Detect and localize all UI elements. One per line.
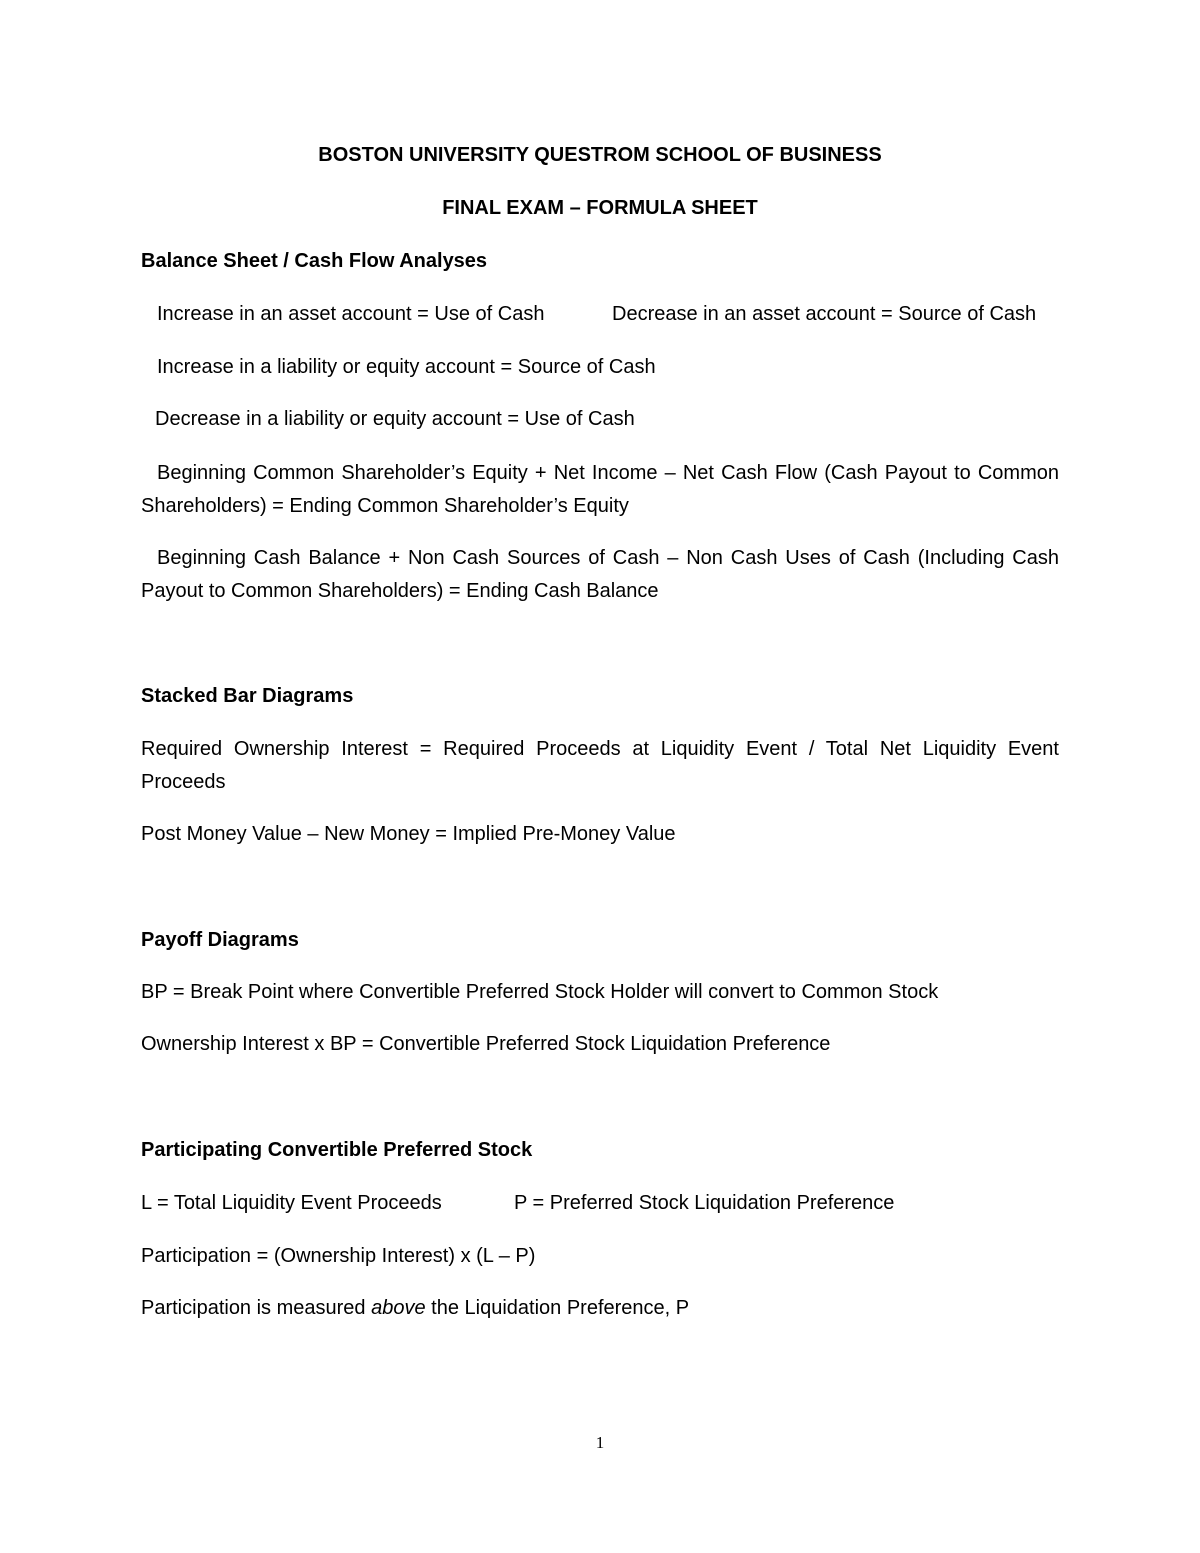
section-heading-stacked-bar: Stacked Bar Diagrams: [141, 685, 354, 707]
participation-note-prefix: Participation is measured: [141, 1297, 372, 1319]
cash-formula-text: Beginning Cash Balance + Non Cash Sources of Cash – Non Cash Uses of Cash (Including Cash Payout to Common Shareholders) = Ending Cash Balance: [141, 547, 1059, 602]
participation-note: [141, 1292, 689, 1325]
page-number: 1: [595, 1433, 605, 1452]
participation-formula: Participation = (Ownership Interest) x (L – P): [141, 1245, 536, 1267]
equity-formula-text: Beginning Common Shareholder’s Equity + Net Income – Net Cash Flow (Cash Payout to Common Shareholders) = Ending Common Shareholder’s Equity: [141, 462, 1059, 517]
liability-decrease-rule: Decrease in a liability or equity account = Use of Cash: [155, 408, 635, 430]
bp-definition: BP = Break Point where Convertible Preferred Stock Holder will convert to Common Stock: [141, 981, 939, 1003]
section-heading-payoff: Payoff Diagrams: [141, 929, 299, 951]
cash-formula: [141, 542, 1059, 608]
l-definition: L = Total Liquidity Event Proceeds: [141, 1192, 442, 1214]
section-heading-participating: Participating Convertible Preferred Stock: [141, 1139, 533, 1161]
premoney-formula: Post Money Value – New Money = Implied Pre-Money Value: [141, 823, 676, 845]
section-heading-balance-sheet: Balance Sheet / Cash Flow Analyses: [141, 250, 488, 272]
liability-increase-rule: Increase in a liability or equity account = Source of Cash: [157, 356, 656, 378]
exam-title: FINAL EXAM – FORMULA SHEET: [442, 197, 758, 219]
participation-note-suffix: the Liquidation Preference, P: [425, 1297, 690, 1319]
asset-increase-rule: Increase in an asset account = Use of Cash: [157, 303, 545, 325]
p-definition: P = Preferred Stock Liquidation Preference: [514, 1192, 895, 1214]
participation-note-emphasis: above: [371, 1297, 426, 1319]
school-heading: BOSTON UNIVERSITY QUESTROM SCHOOL OF BUSINESS: [318, 144, 882, 166]
bp-formula: Ownership Interest x BP = Convertible Preferred Stock Liquidation Preference: [141, 1033, 831, 1055]
asset-decrease-rule: Decrease in an asset account = Source of Cash: [612, 303, 1037, 325]
ownership-formula: Required Ownership Interest = Required Proceeds at Liquidity Event / Total Net Liquidity Event Proceeds: [141, 738, 1059, 793]
equity-formula: [141, 457, 1059, 523]
